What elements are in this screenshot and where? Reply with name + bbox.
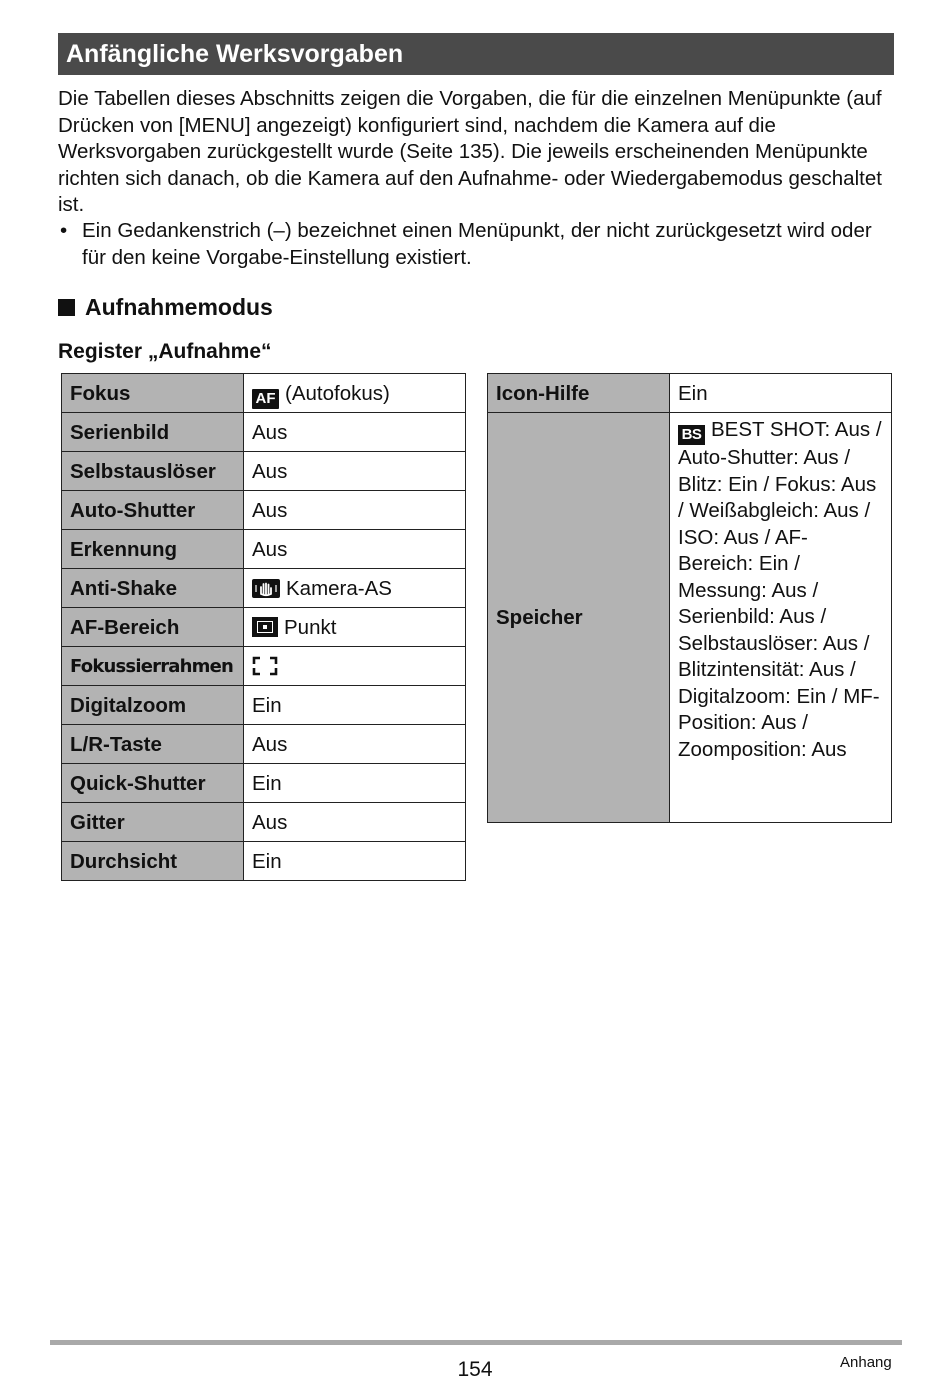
table-row [62, 686, 466, 725]
setting-name: Fokus [62, 374, 244, 413]
note-bullet [58, 218, 894, 271]
setting-value [244, 647, 466, 686]
page-number: 154 [457, 1358, 493, 1381]
setting-value: Aus [244, 413, 466, 452]
footer-divider [50, 1340, 902, 1345]
setting-value: Ein [670, 374, 892, 413]
setting-name: Erkennung [62, 530, 244, 569]
table-row [62, 803, 466, 842]
setting-value-text: BEST SHOT: Aus / Auto-Shutter: Aus / Blitz: Ein / Fokus: Aus / Weißabgleich: Aus / ISO: Aus / AF-Bereich: Ein / Messung: Aus / Serienbild: Aus / Selbstauslöser: Aus / Blitzintensität: Aus / Digitalzoom: Ein / MF-Position: Aus / Zoomposition: Aus [678, 418, 882, 761]
setting-name: Durchsicht [62, 842, 244, 881]
setting-value-text: (Autofokus) [285, 381, 390, 405]
setting-name: Anti-Shake [62, 569, 244, 608]
setting-name: Digitalzoom [62, 686, 244, 725]
setting-name: Gitter [62, 803, 244, 842]
setting-value: Aus [244, 491, 466, 530]
setting-value [244, 374, 466, 413]
table-row [62, 413, 466, 452]
focus-frame-icon [252, 656, 278, 676]
page-title: Anfängliche Werksvorgaben [58, 33, 894, 75]
register-heading: Register „Aufnahme“ [58, 340, 272, 363]
table-row [62, 452, 466, 491]
setting-name: Fokussierrahmen [62, 647, 244, 686]
table-row [62, 725, 466, 764]
af-icon: AF [252, 389, 279, 409]
setting-name: Speicher [488, 413, 670, 823]
settings-table-left [61, 373, 466, 881]
setting-name: L/R-Taste [62, 725, 244, 764]
square-bullet-icon [58, 299, 75, 316]
setting-value: Aus [244, 452, 466, 491]
setting-name: Auto-Shutter [62, 491, 244, 530]
bs-icon: BS [678, 425, 705, 445]
setting-value [244, 569, 466, 608]
setting-value-text: Kamera-AS [286, 576, 392, 600]
setting-value: Aus [244, 725, 466, 764]
table-row [62, 569, 466, 608]
table-row [62, 608, 466, 647]
setting-name: Selbstauslöser [62, 452, 244, 491]
table-row [488, 413, 892, 823]
table-row [62, 374, 466, 413]
setting-name: Quick-Shutter [62, 764, 244, 803]
table-row [62, 530, 466, 569]
section-heading [58, 292, 273, 322]
setting-name: Serienbild [62, 413, 244, 452]
settings-table-right [487, 373, 892, 823]
hand-shake-icon [252, 579, 280, 598]
table-row [62, 647, 466, 686]
setting-value [670, 413, 892, 823]
setting-value [244, 608, 466, 647]
setting-value: Aus [244, 530, 466, 569]
section-title: Aufnahmemodus [85, 294, 273, 320]
bullet-marker: • [60, 219, 68, 242]
setting-name: Icon-Hilfe [488, 374, 670, 413]
table-row [488, 374, 892, 413]
setting-value-text: Punkt [284, 615, 337, 639]
footer-section-label: Anhang [840, 1354, 892, 1371]
note-text: Ein Gedankenstrich (–) bezeichnet einen Menüpunkt, der nicht zurückgesetzt wird oder für den keine Vorgabe-Einstellung existiert. [82, 219, 872, 269]
setting-value: Ein [244, 842, 466, 881]
table-row [62, 842, 466, 881]
setting-name: AF-Bereich [62, 608, 244, 647]
setting-value: Aus [244, 803, 466, 842]
spot-focus-icon [252, 617, 278, 637]
intro-paragraph: Die Tabellen dieses Abschnitts zeigen die Vorgaben, die für die einzelnen Menüpunkte (auf Drücken von [MENU] angezeigt) konfiguriert sind, nachdem die Kamera auf die Werksvorgaben zurückgestellt wurde (Seite 135). Die jeweils erscheinenden Menüpunkte richten sich danach, ob die Kamera auf den Aufnahme- oder Wiedergabemodus geschaltet ist. [58, 87, 882, 216]
setting-value: Ein [244, 764, 466, 803]
table-row [62, 491, 466, 530]
setting-value: Ein [244, 686, 466, 725]
table-row [62, 764, 466, 803]
